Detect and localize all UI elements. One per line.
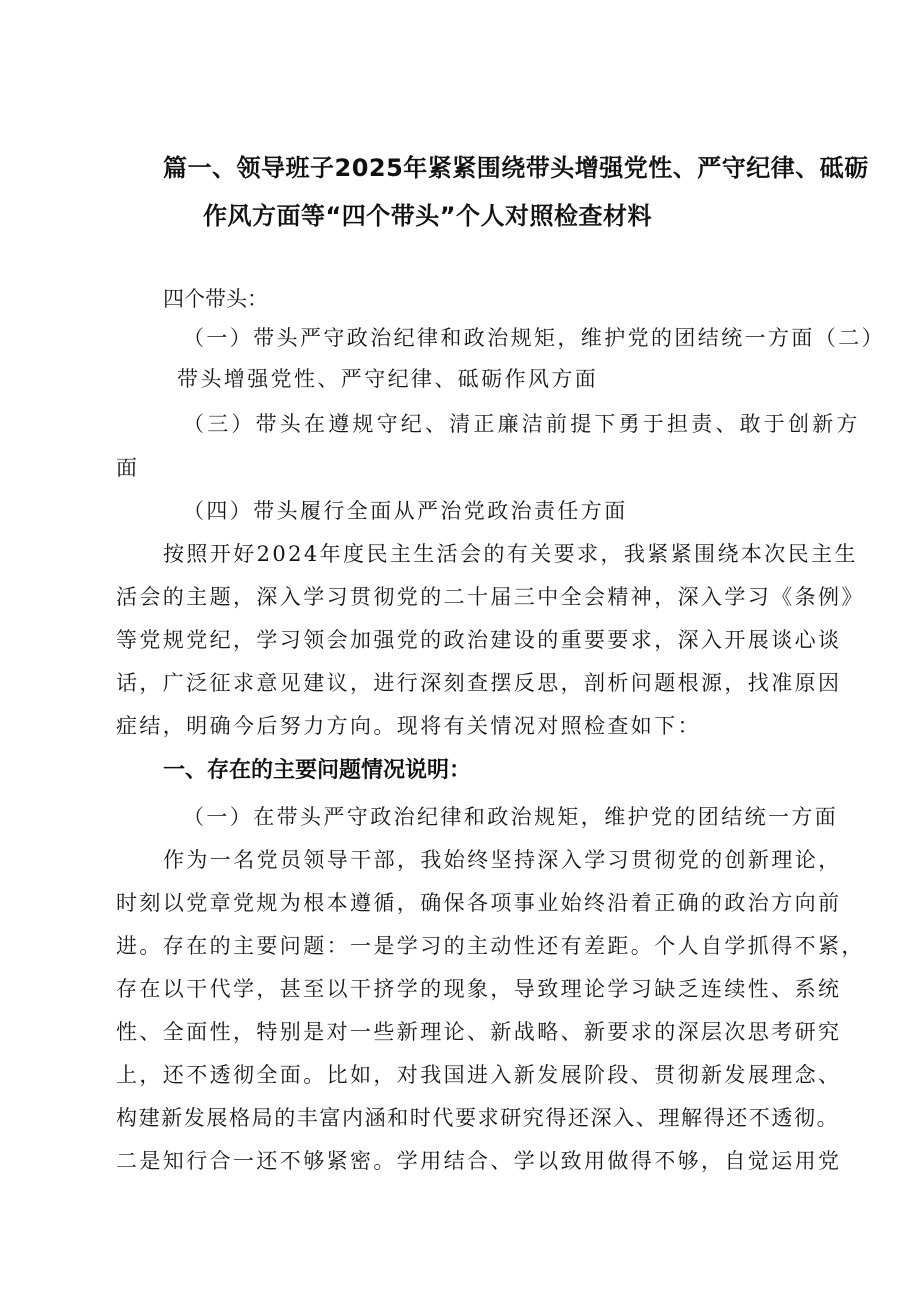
document-title-line-2: 作风方面等“四个带头”个人对照检查材料 [203, 202, 653, 230]
para1-line: 话，广泛征求意见建议，进行深刻查摆反思，剖析问题根源，找准原因 [116, 671, 842, 695]
item-3-line-1: （三）带头在遵规守纪、清正廉洁前提下勇于担责、敢于创新方 [183, 412, 861, 436]
para1-line: 等党规党纪，学习领会加强党的政治建设的重要要求，深入开展谈心谈 [116, 628, 842, 652]
para1-line: 按照开好2024年度民主生活会的有关要求，我紧紧围绕本次民主生 [163, 542, 858, 566]
intro-label: 四个带头： [163, 287, 268, 311]
para2-line: 二是知行合一还不够紧密。学用结合、学以致用做得不够，自觉运用党 [116, 1149, 842, 1173]
item-1-2-line-2: 带头增强党性、严守纪律、砥砺作风方面 [177, 367, 599, 391]
subsection-1-heading: （一）在带头严守政治纪律和政治规矩，维护党的团结统一方面 [183, 805, 839, 829]
para2-line: 时刻以党章党规为根本遵循，确保各项事业始终沿着正确的政治方向前 [116, 891, 842, 915]
para2-line: 上，还不透彻全面。比如，对我国进入新发展阶段、贯彻新发展理念、 [116, 1063, 842, 1087]
para1-line: 症结，明确今后努力方向。现将有关情况对照检查如下： [116, 714, 701, 738]
para2-line: 作为一名党员领导干部，我始终坚持深入学习贯彻党的创新理论， [163, 848, 842, 872]
para1-line: 活会的主题，深入学习贯彻党的二十届三中全会精神，深入学习《条例》 [116, 585, 865, 609]
item-4: （四）带头履行全面从严治党政治责任方面 [183, 499, 628, 523]
para2-line: 进。存在的主要问题：一是学习的主动性还有差距。个人自学抓得不紧， [116, 934, 865, 958]
para2-line: 性、全面性，特别是对一些新理论、新战略、新要求的深层次思考研究 [116, 1020, 842, 1044]
para2-line: 构建新发展格局的丰富内涵和时代要求研究得还深入、理解得还不透彻。 [116, 1106, 840, 1130]
document-title-line-1: 篇一、领导班子2025年紧紧围绕带头增强党性、严守纪律、砥砺 [163, 154, 869, 182]
item-1-2-line-1: （一）带头严守政治纪律和政治规矩，维护党的团结统一方面（二） [183, 326, 885, 350]
para2-line: 存在以干代学，甚至以干挤学的现象，导致理论学习缺乏连续性、系统 [116, 977, 842, 1001]
item-3-line-2: 面 [116, 456, 137, 480]
section-1-heading: 一、存在的主要问题情况说明： [163, 758, 472, 783]
